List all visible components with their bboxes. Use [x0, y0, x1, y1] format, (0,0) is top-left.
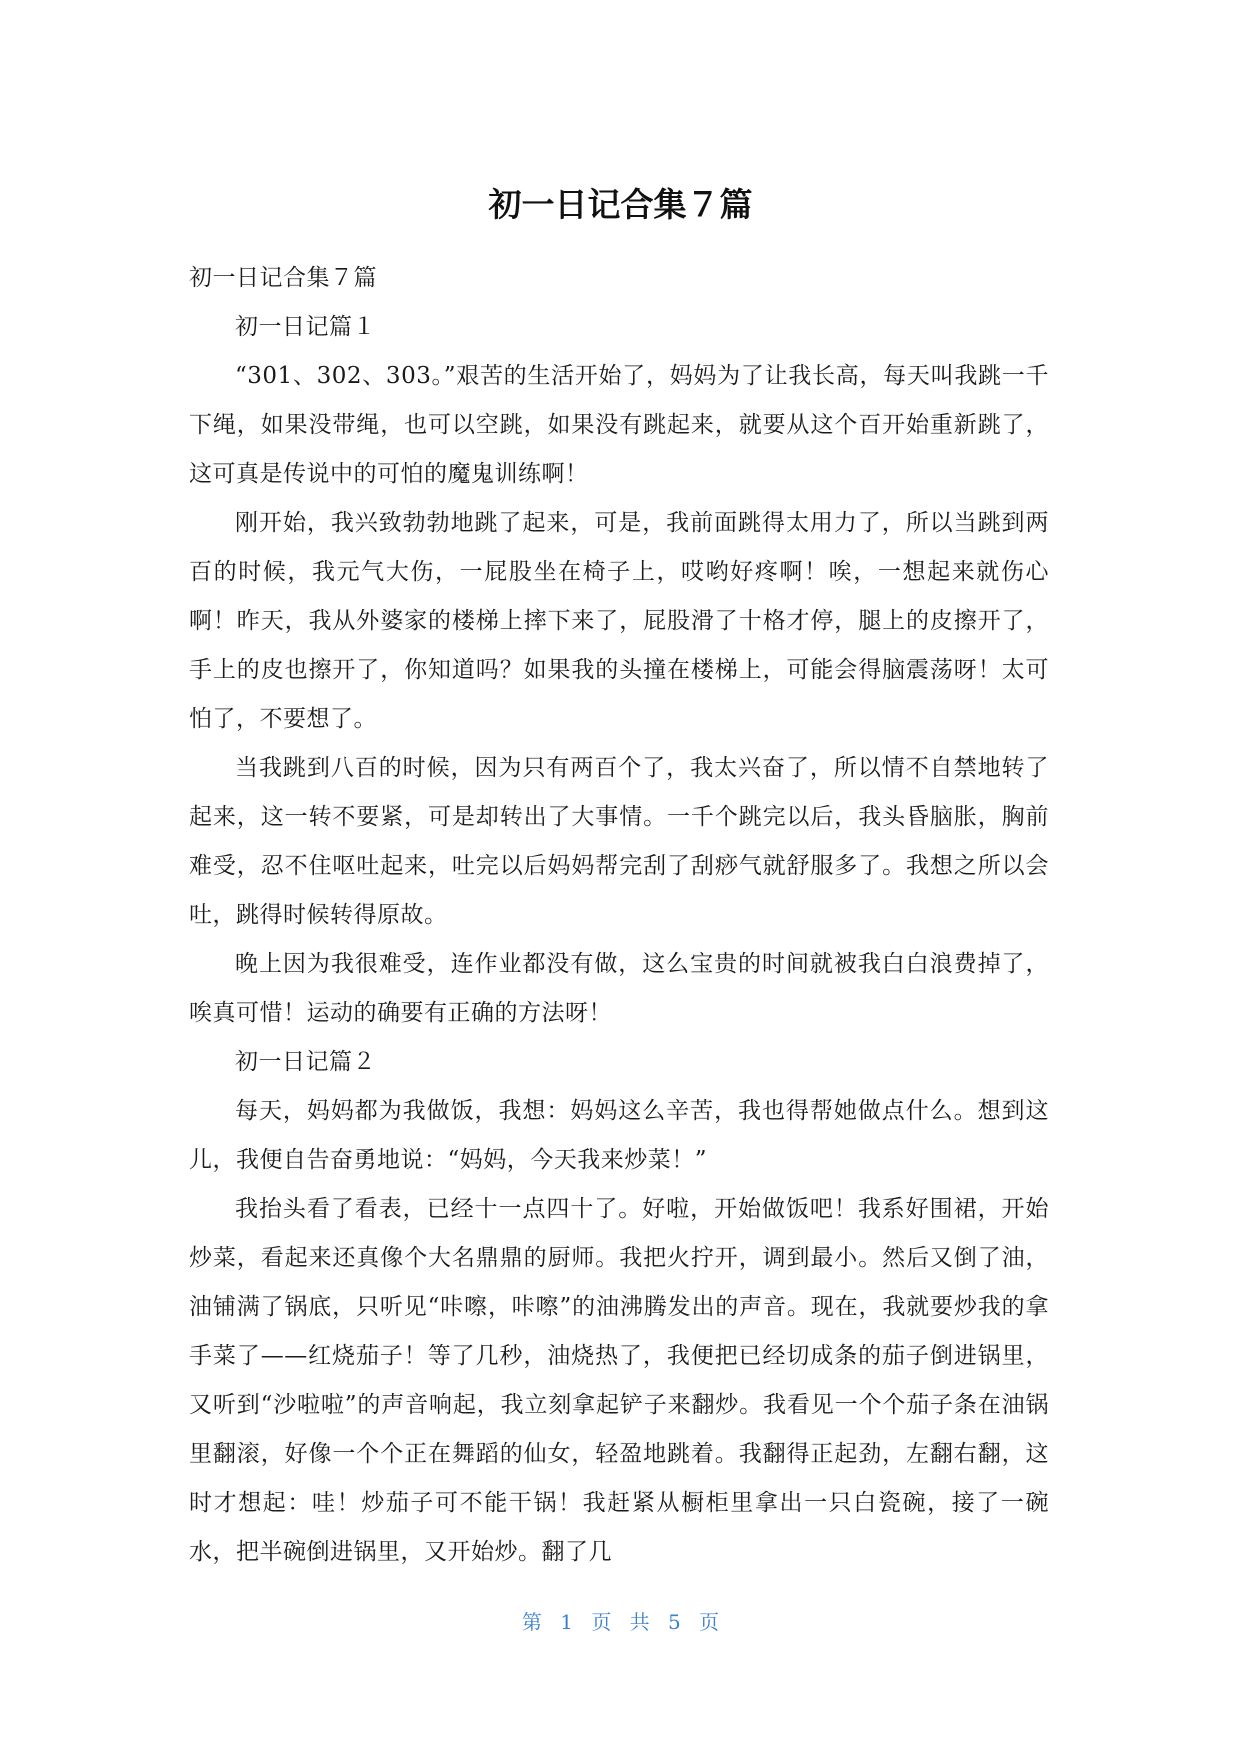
- paragraph: 我抬头看了看表，已经十一点四十了。好啦，开始做饭吧！我系好围裙，开始炒菜，看起来还真像个大名鼎鼎的厨师。我把火拧开，调到最小。然后又倒了油，油铺满了锅底，只听见“咔嚓，咔嚓”的油沸腾发出的声音。现在，我就要炒我的拿手菜了——红烧茄子！等了几秒，油烧热了，我便把已经切成条的茄子倒进锅里，又听到“沙啦啦”的声音响起，我立刻拿起铲子来翻炒。我看见一个个茄子条在油锅里翻滚，好像一个个正在舞蹈的仙女，轻盈地跳着。我翻得正起劲，左翻右翻，这时才想起：哇！炒茄子可不能干锅！我赶紧从橱柜里拿出一只白瓷碗，接了一碗水，把半碗倒进锅里，又开始炒。翻了几: [189, 1196, 1049, 1565]
- paragraph: 晚上因为我很难受，连作业都没有做，这么宝贵的时间就被我白白浪费掉了，唉真可惜！运动的确要有正确的方法呀！: [189, 951, 1049, 1026]
- document-title: 初一日记合集７篇: [488, 185, 753, 224]
- section-heading-1: 初一日记篇１: [235, 314, 376, 340]
- paragraph: “301、302、303。”艰苦的生活开始了，妈妈为了让我长高，每天叫我跳一千下绳，如果没带绳，也可以空跳，如果没有跳起来，就要从这个百开始重新跳了，这可真是传说中的可怕的魔鬼训练啊！: [189, 363, 1049, 487]
- paragraph: 当我跳到八百的时候，因为只有两百个了，我太兴奋了，所以情不自禁地转了起来，这一转不要紧，可是却转出了大事情。一千个跳完以后，我头昏脑胀，胸前难受，忍不住呕吐起来，吐完以后妈妈帮完刮了刮痧气就舒服多了。我想之所以会吐，跳得时候转得原故。: [189, 755, 1049, 928]
- paragraph: 刚开始，我兴致勃勃地跳了起来，可是，我前面跳得太用力了，所以当跳到两百的时候，我元气大伤，一屁股坐在椅子上，哎哟好疼啊！唉，一想起来就伤心啊！昨天，我从外婆家的楼梯上摔下来了，屁股滑了十格才停，腿上的皮擦开了，手上的皮也擦开了，你知道吗？如果我的头撞在楼梯上，可能会得脑震荡呀！太可怕了，不要想了。: [189, 510, 1049, 732]
- page-footer: 第 1 页 共 5 页: [521, 1610, 720, 1634]
- section-heading-2: 初一日记篇２: [235, 1049, 376, 1075]
- paragraph: 每天，妈妈都为我做饭，我想：妈妈这么辛苦，我也得帮她做点什么。想到这儿，我便自告奋勇地说：“妈妈，今天我来炒菜！”: [189, 1098, 1049, 1173]
- document-body: [189, 254, 1049, 1577]
- subtitle-paragraph: 初一日记合集７篇: [189, 265, 377, 291]
